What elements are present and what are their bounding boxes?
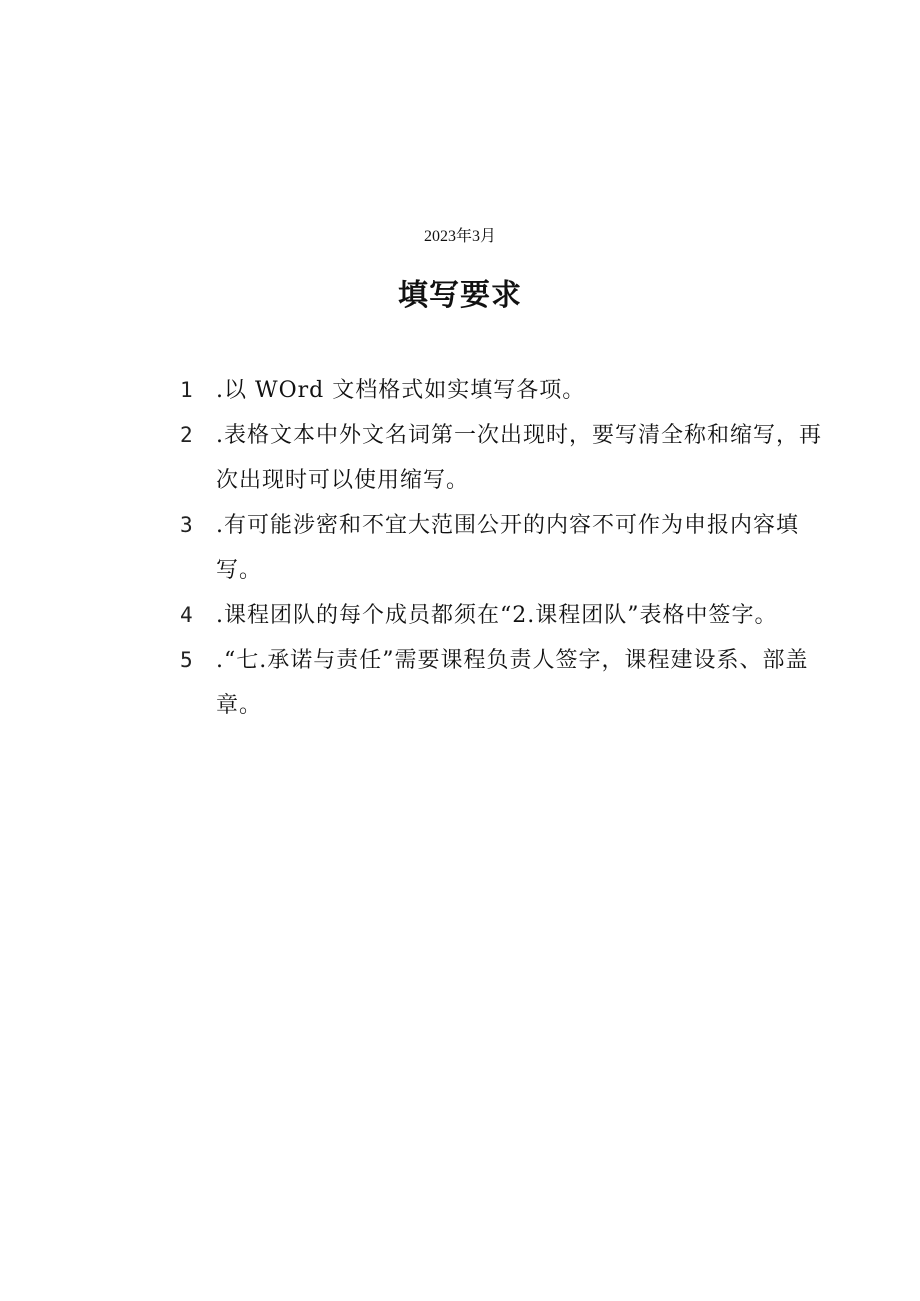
list-item	[180, 593, 840, 638]
list-item	[180, 638, 840, 728]
item-number: 2	[180, 423, 194, 447]
item-number: 4	[180, 603, 194, 627]
item-text: .“七.承诺与责任”需要课程负责人签字，课程建设系、部盖章。	[216, 648, 809, 718]
list-item	[180, 503, 840, 593]
item-number: 5	[180, 648, 194, 672]
requirements-list	[180, 368, 840, 728]
list-item	[180, 413, 840, 503]
item-number: 1	[180, 378, 194, 402]
item-text: .表格文本中外文名词第一次出现时，要写清全称和缩写，再次出现时可以使用缩写。	[216, 423, 822, 493]
item-text: .以 WOrd 文档格式如实填写各项。	[216, 378, 586, 403]
item-text: .课程团队的每个成员都须在“2.课程团队”表格中签字。	[216, 603, 778, 628]
document-date: 2023年3月	[423, 228, 496, 245]
item-text: .有可能涉密和不宜大范围公开的内容不可作为申报内容填写。	[216, 513, 799, 583]
page-title: 填写要求	[398, 278, 522, 313]
list-item	[180, 368, 840, 413]
item-number: 3	[180, 513, 194, 537]
